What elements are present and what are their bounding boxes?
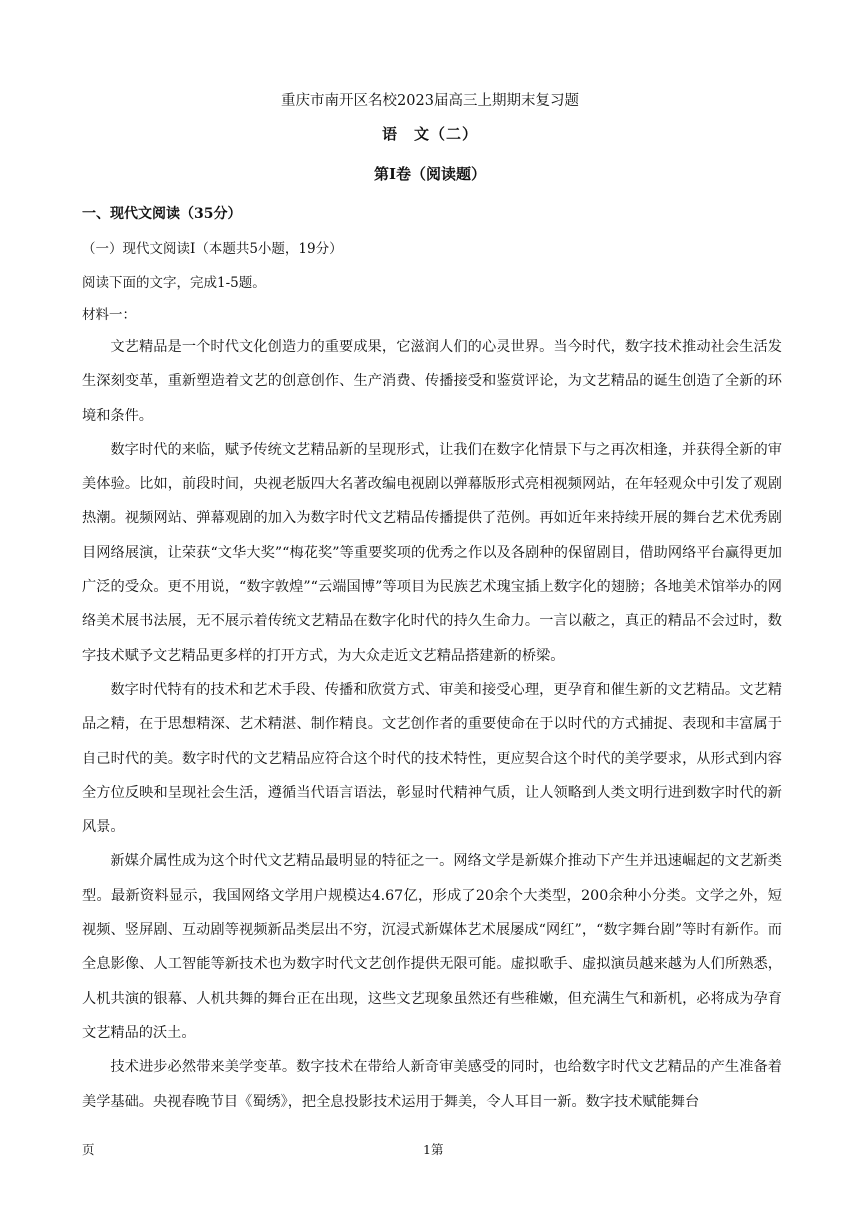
section-title: 一、现代文阅读（35分） [82,206,242,222]
passage-body [82,330,782,1119]
reading-instruction: 阅读下面的文字，完成1-5题。 [82,275,266,291]
subject-char: 语 [381,125,398,143]
subsection-title: （一）现代文阅读Ⅰ（本题共5小题，19分） [82,241,343,257]
passage-paragraph: 数字时代的来临，赋予传统文艺精品新的呈现形式，让我们在数字化情景下与之再次相逢，并获得全新的审美体验。比如，前段时间，央视老版四大名著改编电视剧以弹幕版形式亮相视频网站，在年轻观众中引发了观剧热潮。视频网站、弹幕观剧的加入为数字时代文艺精品传播提供了范例。再如近年来持续开展的舞台艺术优秀剧目网络展演，让荣获“文华大奖”“梅花奖”等重要奖项的优秀之作以及各剧种的保留剧目，借助网络平台赢得更加广泛的受众。更不用说，“数字敦煌”“云端国博”等项目为民族艺术瑰宝插上数字化的翅膀；各地美术馆举办的网络美术展书法展，无不展示着传统文艺精品在数字化时代的持久生命力。一言以蔽之，真正的精品不会过时，数字技术赋予文艺精品更多样的打开方式，为大众走近文艺精品搭建新的桥梁。 [82,441,782,664]
footer-page-suffix: 页 [82,1142,95,1157]
footer-page-number: 1第 [423,1142,444,1157]
passage-paragraph: 新媒介属性成为这个时代文艺精品最明显的特征之一。网络文学是新媒介推动下产生并迅速崛起的文艺新类型。最新资料显示，我国网络文学用户规模达4.67亿，形成了20余个大类型，200余种小分类。文学之外，短视频、竖屏剧、互动剧等视频新品类层出不穷，沉浸式新媒体艺术展屡成“网红”，“数字舞台剧”等时有新作。而全息影像、人工智能等新技术也为数字时代文艺创作提供无限可能。虚拟歌手、虚拟演员越来越为人们所熟悉，人机共演的银幕、人机共舞的舞台正在出现，这些文艺现象虽然还有些稚嫩，但充满生气和新机，必将成为孕育文艺精品的沃土。 [82,853,782,1041]
passage-paragraph: 技术进步必然带来美学变革。数字技术在带给人新奇审美感受的同时，也给数字时代文艺精品的产生准备着美学基础。央视春晚节目《蜀绣》，把全息投影技术运用于舞美，令人耳目一新。数字技术赋能舞台 [82,1059,782,1110]
passage-paragraph: 数字时代特有的技术和艺术手段、传播和欣赏方式、审美和接受心理，更孕育和催生新的文艺精品。文艺精品之精，在于思想精深、艺术精湛、制作精良。文艺创作者的重要使命在于以时代的方式捕捉、表现和丰富属于自己时代的美。数字时代的文艺精品应符合这个时代的技术特性，更应契合这个时代的美学要求，从形式到内容全方位反映和呈现社会生活，遵循当代语言语法，彰显时代精神气质，让人领略到人类文明行进到数字时代的新风景。 [82,681,782,836]
exam-title: 重庆市南开区名校2023届高三上期期末复习题 [281,93,579,109]
subject-rest: 文（二） [414,125,479,143]
material-label: 材料一： [82,307,136,323]
part-title: 第Ⅰ卷（阅读题） [373,165,487,183]
passage-paragraph: 文艺精品是一个时代文化创造力的重要成果，它滋润人们的心灵世界。当今时代，数字技术推动社会生活发生深刻变革，重新塑造着文艺的创意创作、生产消费、传播接受和鉴赏评论，为文艺精品的诞生创造了全新的环境和条件。 [82,339,782,424]
subject-title [0,123,860,144]
